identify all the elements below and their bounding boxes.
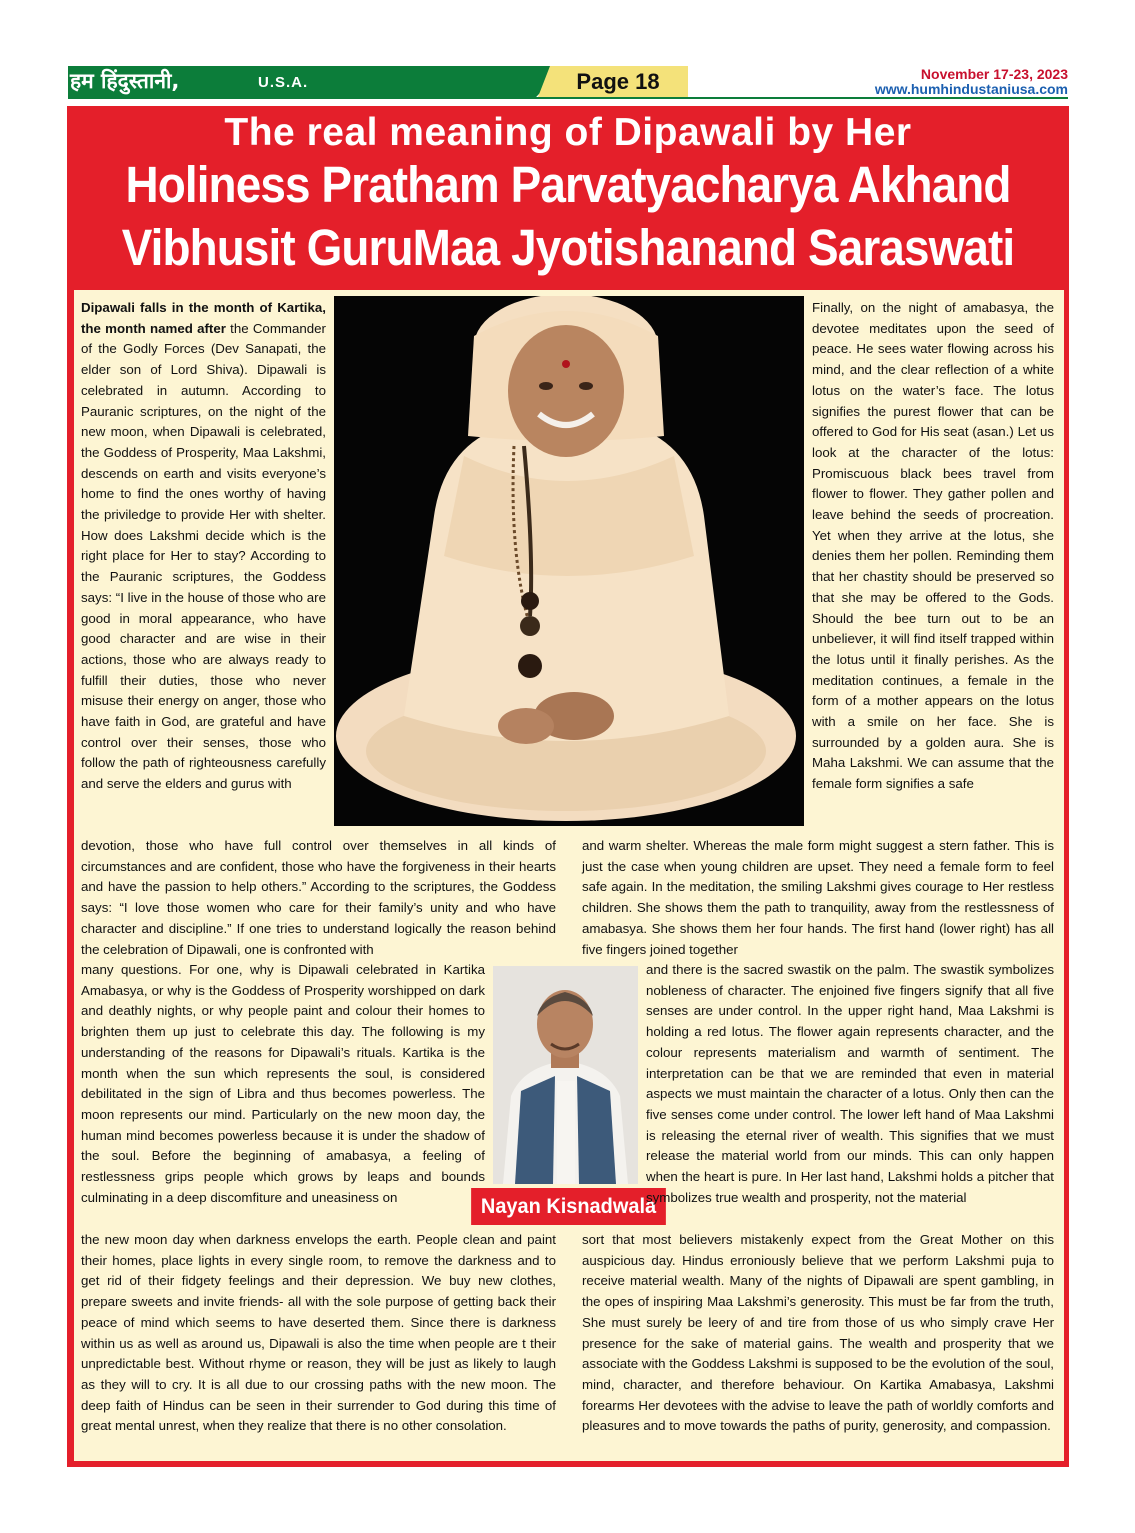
author-name-caption: Nayan Kisnadwala xyxy=(471,1188,666,1225)
article-text-right-top: Finally, on the night of amabasya, the devotee meditates upon the seed of peace. He sees water flowing across his mind, and the clear reflection of a white lotus on the water’s face. The lotus signifies the purest flower that can be offered to God for His seat (asan.) Let us look at the character of the lotus: Promiscuous black bees travel from flower to flower. They gather pollen and leave behind the seeds of procreation. Yet when they arrive at the lotus, she denies them her pollen. Reminding them that her chastity should be preserved so that she may be offered to the Gods. Should the bee turn out to be an unbeliever, it will find itself trapped within the lotus until it finally perishes. As the meditation continues, a female in the form of a mother appears on the lotus with a smile on her face. She is surrounded by a golden aura. She is Maha Lakshmi. We can assume that the female form signifies a safe xyxy=(812,300,1054,792)
page-number: Page 18 xyxy=(576,69,660,94)
article-text-left-lower: many questions. For one, why is Dipawali celebrated in Kartika Amabasya, or why is the Goddess of Prosperity worshipped on dark and deathly nights, or why people paint and colour their homes to brighten them up just to celebrate this day. The following is my understanding of the reasons for Dipawali’s rituals. Kartika is the month when the sun which represents the soul, is considered debilitated in the sign of Libra and thus becomes powerless. The moon represents our mind. Particularly on the new moon day, the human mind becomes powerless because it is under the shadow of the soul. Before the beginning of amabasya, a feeling of restlessness grips people which grows by leaps and bounds culminating in a deep discomfiture and uneasiness on xyxy=(81,962,485,1205)
article-text-left-top xyxy=(81,298,326,795)
article-paragraph: the Commander of the Godly Forces (Dev Sanapati, the elder son of Lord Shiva). Dipawali is celebrated in autumn. According to Pauranic scriptures, on the night of the new moon, when Dipawali is celebrated, the Goddess of Prosperity, Maa Lakshmi, descends on earth and visits everyone’s home to find the ones worthy of having the priviledge to provide Her with shelter. How does Lakshmi decide which is the right place for Her to stay? According to the Pauranic scriptures, the Goddess says: “I live in the house of those who are good in moral appearance, who have good character and are wise in their actions, those who are always ready to fulfill their duties, those who never misuse their energy on anger, those who have faith in God, are grateful and have control over their senses, those who follow the path of righteousness carefully and serve the elders and gurus with xyxy=(81,320,326,792)
author-photo xyxy=(493,966,638,1184)
headline-line-2: Holiness Pratham Parvatyacharya Akhand xyxy=(125,156,1011,213)
gurumaa-photo xyxy=(334,296,804,826)
gurumaa-illustration xyxy=(334,296,804,826)
website-link[interactable]: www.humhindustaniusa.com xyxy=(874,81,1068,97)
masthead-rule xyxy=(68,97,1068,99)
headline-line-3: Vibhusit GuruMaa Jyotishanand Saraswati xyxy=(121,219,1015,276)
article-text-left-bottom: the new moon day when darkness envelops the earth. People clean and paint their homes, place lights in every single room, to remove the darkness and to get rid of their fidgety feelings and their depression. We buy new clothes, prepare sweets and invite friends- all with the sole purpose of getting back their peace of mind which seems to have deserted them. Since there is darkness within us as well as around us, Dipawali is also the time when people are t their unpredictable best. Without rhyme or reason, they will be just as likely to laugh as they will to cry. It is all due to our crossing paths with the new moon. The deep faith of Hindus can be seen in their surrender to God during this time of great mental unrest, when they realize that there is no other consolation. xyxy=(81,1232,556,1434)
author-illustration xyxy=(493,966,638,1184)
article-lead: Dipawali falls in the month of Kartika, the month named after xyxy=(81,300,326,336)
article-text-right-bottom: sort that most believers mistakenly expect from the Great Mother on this auspicious day. Hindus erroniously believe that we perform Lakshmi puja to receive material wealth. Many of the nights of Dipawali are spent gambling, in the opes of inspiring Maa Lakshmi’s generosity. This must be far from the truth, She must surely be leery of and tire from those of us who simply crave Her presence for the sake of material gains. The wealth and prosperity that we associate with the Goddess Lakshmi is supposed to be the evolution of the soul, mind, character, and therefore behaviour. On Kartika Amabasya, Lakshmi forearms Her devotees with the advise to leave the path of worldly comforts and pleasures and to move towards the paths of purity, generosity, and compassion. xyxy=(582,1232,1054,1434)
article-text-left-mid: devotion, those who have full control over themselves in all kinds of circumstances and are confident, those who have the forgiveness in their hearts and have the passion to help others.” According to the scriptures, the Goddess says: “I love those women who care for their family’s unity and who have character and discipline.” If one tries to understand logically the reason behind the celebration of Dipawali, one is confronted with xyxy=(81,838,556,957)
article-text-right-mid: and warm shelter. Whereas the male form might suggest a stern father. This is just the case when young children are upset. They need a female form to feel safe again. In the meditation, the smiling Lakshmi gives courage to Her restless children. She shows them the path to tranquility, away from the restlessness of amabasya. She shows them her four hands. The first hand (lower right) has all five fingers joined together xyxy=(582,838,1054,957)
headline-line-1: The real meaning of Dipawali by Her xyxy=(224,111,912,154)
issue-date: November 17-23, 2023 xyxy=(920,66,1068,82)
article-text-right-lower: and there is the sacred swastik on the palm. The swastik symbolizes nobleness of character. The enjoined five fingers signify that all five senses are under control. In the upper right hand, Maa Lakshmi is holding a red lotus. The flower again represents character, and the colour represents materialism and warmth of sentiment. The interpretation can be that we are reminded that even in material aspects we must maintain the character of a lotus. Only then can the five senses come under control. The lower left hand of Maa Lakshmi is releasing the eternal river of wealth. This signifies that we must release the material world from our minds. This can only happen when the heart is pure. In Her last hand, Lakshmi holds a pitcher that symbolizes true wealth and prosperity, not the material xyxy=(646,962,1054,1205)
newspaper-name: हम हिंदुस्तानी, xyxy=(70,69,180,93)
newspaper-name-suffix: U.S.A. xyxy=(258,74,309,91)
